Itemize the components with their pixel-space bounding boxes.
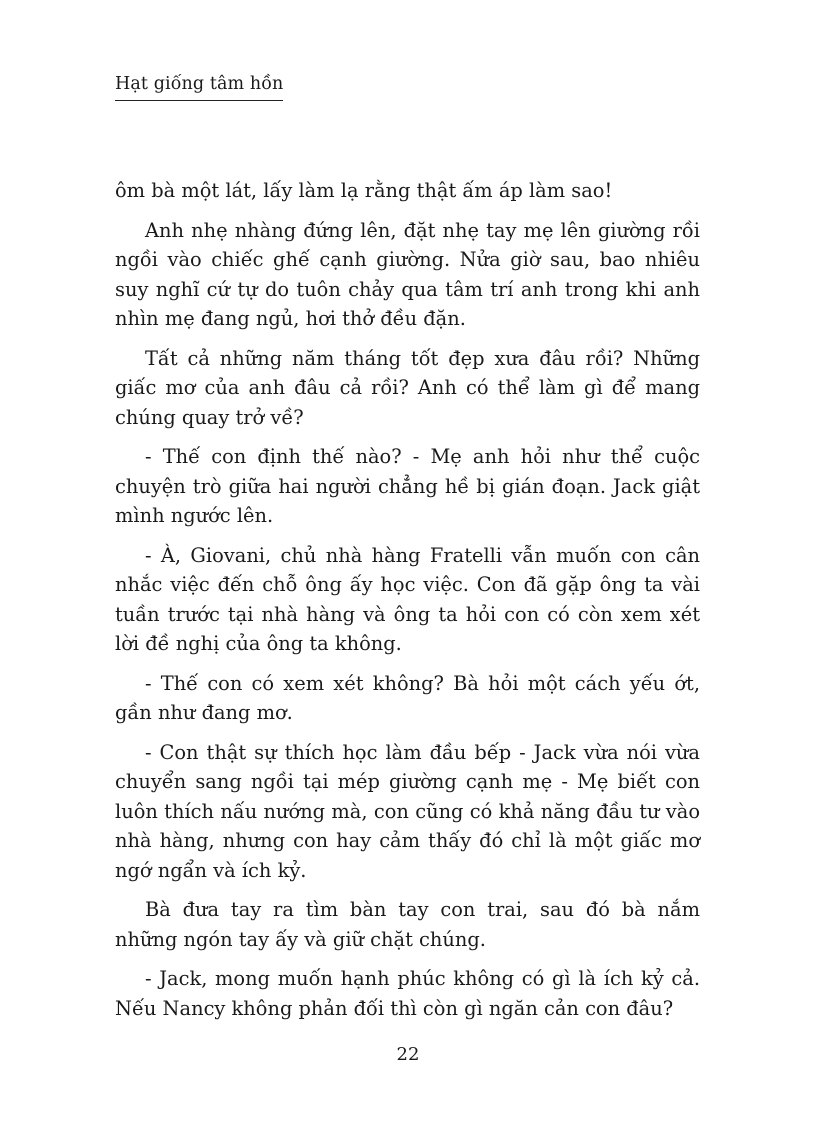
page-number: 22 bbox=[396, 1044, 420, 1065]
paragraph: Bà đưa tay ra tìm bàn tay con trai, sau đó bà nắm những ngón tay ấy và giữ chặt chúng. bbox=[115, 898, 700, 951]
paragraph: - Jack, mong muốn hạnh phúc không có gì là ích kỷ cả. Nếu Nancy không phản đối thì còn gì ngăn cản con đâu? bbox=[115, 967, 700, 1020]
paragraph: - Con thật sự thích học làm đầu bếp - Jack vừa nói vừa chuyển sang ngồi tại mép giường cạnh mẹ - Mẹ biết con luôn thích nấu nướng mà, con cũng có khả năng đầu tư vào nhà hàng, nhưng con hay cảm thấy đó chỉ là một giấc mơ ngớ ngẩn và ích kỷ. bbox=[115, 740, 700, 882]
paragraph: Tất cả những năm tháng tốt đẹp xưa đâu rồi? Những giấc mơ của anh đâu cả rồi? Anh có thể làm gì để mang chúng quay trở về? bbox=[115, 346, 700, 429]
body-text bbox=[115, 176, 700, 1033]
paragraph: - Thế con định thế nào? - Mẹ anh hỏi như thể cuộc chuyện trò giữa hai người chẳng hề bị gián đoạn. Jack giật mình ngước lên. bbox=[115, 445, 700, 527]
paragraph: - À, Giovani, chủ nhà hàng Fratelli vẫn muốn con cân nhắc việc đến chỗ ông ấy học việc. Con đã gặp ông ta vài tuần trước tại nhà hàng và ông ta hỏi con có còn xem xét lời đề nghị của ông ta không. bbox=[115, 543, 700, 655]
paragraph: Anh nhẹ nhàng đứng lên, đặt nhẹ tay mẹ lên giường rồi ngồi vào chiếc ghế cạnh giường. Nửa giờ sau, bao nhiêu suy nghĩ cứ tự do tuôn chảy qua tâm trí anh trong khi anh nhìn mẹ đang ngủ, hơi thở đều đặn. bbox=[115, 218, 700, 330]
running-header: Hạt giống tâm hồn bbox=[115, 72, 283, 101]
paragraph: - Thế con có xem xét không? Bà hỏi một cách yếu ớt, gần như đang mơ. bbox=[115, 671, 700, 724]
paragraph: ôm bà một lát, lấy làm lạ rằng thật ấm áp làm sao! bbox=[115, 179, 613, 202]
